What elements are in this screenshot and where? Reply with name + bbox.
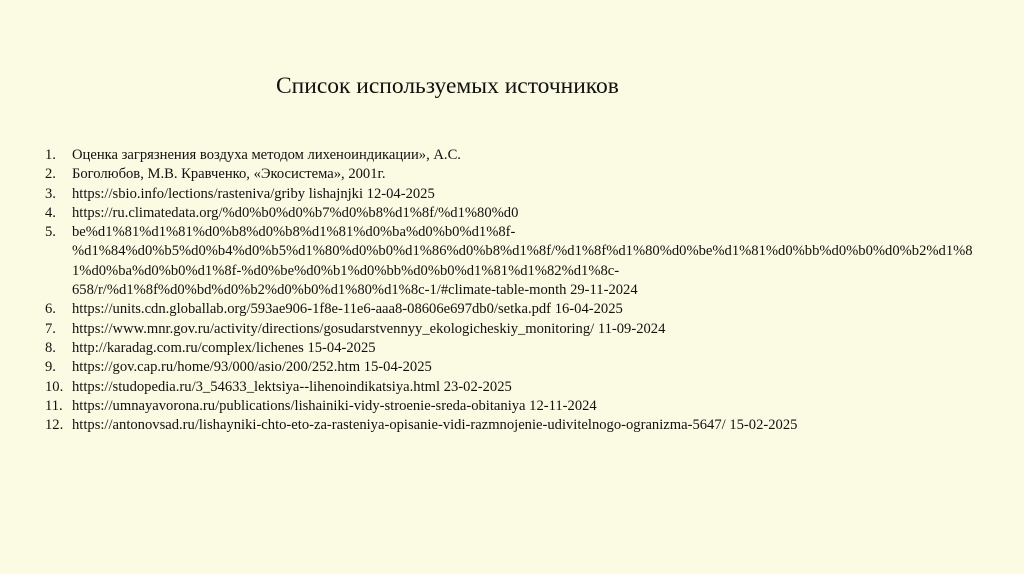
source-text-11: https://umnayavorona.ru/publications/lishainiki-vidy-stroenie-sreda-obitaniya 12-11-2024 xyxy=(72,397,597,414)
source-number-4: 4. xyxy=(45,204,56,221)
source-number-10: 10. xyxy=(45,378,64,395)
source-item-6 xyxy=(45,300,975,319)
source-text-2: Боголюбов, М.В. Кравченко, «Экосистема», 2001г. xyxy=(72,166,386,183)
source-text-6: https://units.cdn.globallab.org/593ae906-1f8e-11e6-aaa8-08606e697db0/setka.pdf 16-04-2025 xyxy=(72,301,623,318)
source-item-11 xyxy=(45,397,975,416)
source-text-3: https://sbio.info/lections/rasteniva/griby lishajnjki 12-04-2025 xyxy=(72,185,435,202)
source-item-1 xyxy=(45,146,975,165)
source-item-2 xyxy=(45,165,975,184)
source-number-2: 2. xyxy=(45,166,56,183)
source-number-1: 1. xyxy=(45,147,56,163)
source-text-8: http://karadag.com.ru/complex/lichenes 15-04-2025 xyxy=(72,339,376,356)
source-text-5: be%d1%81%d1%81%d0%b8%d0%b8%d1%81%d0%ba%d0%b0%d1%8f-%d1%84%d0%b5%d0%b4%d0%b5%d1%80%d0%b0%d1%86%d0%b8%d1%8f/%d1%8f%d1%80%d0%be%d1%81%d0%bb%d0%b0%d0%b2%d1%81%d0%ba%d0%b0%d1%8f-%d0%be%d0%b1%d0%bb%d0%b0%d1%81%d1%82%d1%8c-658/r/%d1%8f%d0%bd%d0%b2%d0%b0%d1%80%d1%8c-1/#climate-table-month 29-11-2024 xyxy=(72,224,973,299)
source-item-9 xyxy=(45,358,975,377)
source-number-9: 9. xyxy=(45,359,56,376)
sources-list xyxy=(45,146,975,435)
source-item-4 xyxy=(45,204,975,223)
source-text-1: Оценка загрязнения воздуха методом лихеноиндикации», А.С. xyxy=(72,147,461,163)
source-text-10: https://studopedia.ru/3_54633_lektsiya--lihenoindikatsiya.html 23-02-2025 xyxy=(72,378,512,395)
source-number-11: 11. xyxy=(45,397,63,414)
source-text-7: https://www.mnr.gov.ru/activity/directions/gosudarstvennyy_ekologicheskiy_monitoring/ 11-09-2024 xyxy=(72,320,666,337)
source-item-12 xyxy=(45,416,975,435)
source-item-10 xyxy=(45,378,975,397)
source-number-6: 6. xyxy=(45,301,56,318)
source-item-8 xyxy=(45,339,975,358)
source-item-7 xyxy=(45,320,975,339)
source-number-5: 5. xyxy=(45,224,56,241)
source-text-12: https://antonovsad.ru/lishayniki-chto-eto-za-rasteniya-opisanie-vidi-razmnojenie-udivitelnogo-ogranizma-5647/ 15-02-2025 xyxy=(72,417,798,434)
source-number-12: 12. xyxy=(45,417,64,434)
slide-title: Список используемых источников xyxy=(276,73,619,99)
source-number-8: 8. xyxy=(45,339,56,356)
source-text-4: https://ru.climatedata.org/%d0%b0%d0%b7%d0%b8%d1%8f/%d1%80%d0 xyxy=(72,204,519,221)
source-number-7: 7. xyxy=(45,320,56,337)
source-item-5 xyxy=(45,223,975,300)
source-number-3: 3. xyxy=(45,185,56,202)
source-text-9: https://gov.cap.ru/home/93/000/asio/200/252.htm 15-04-2025 xyxy=(72,359,432,376)
source-item-3 xyxy=(45,185,975,204)
